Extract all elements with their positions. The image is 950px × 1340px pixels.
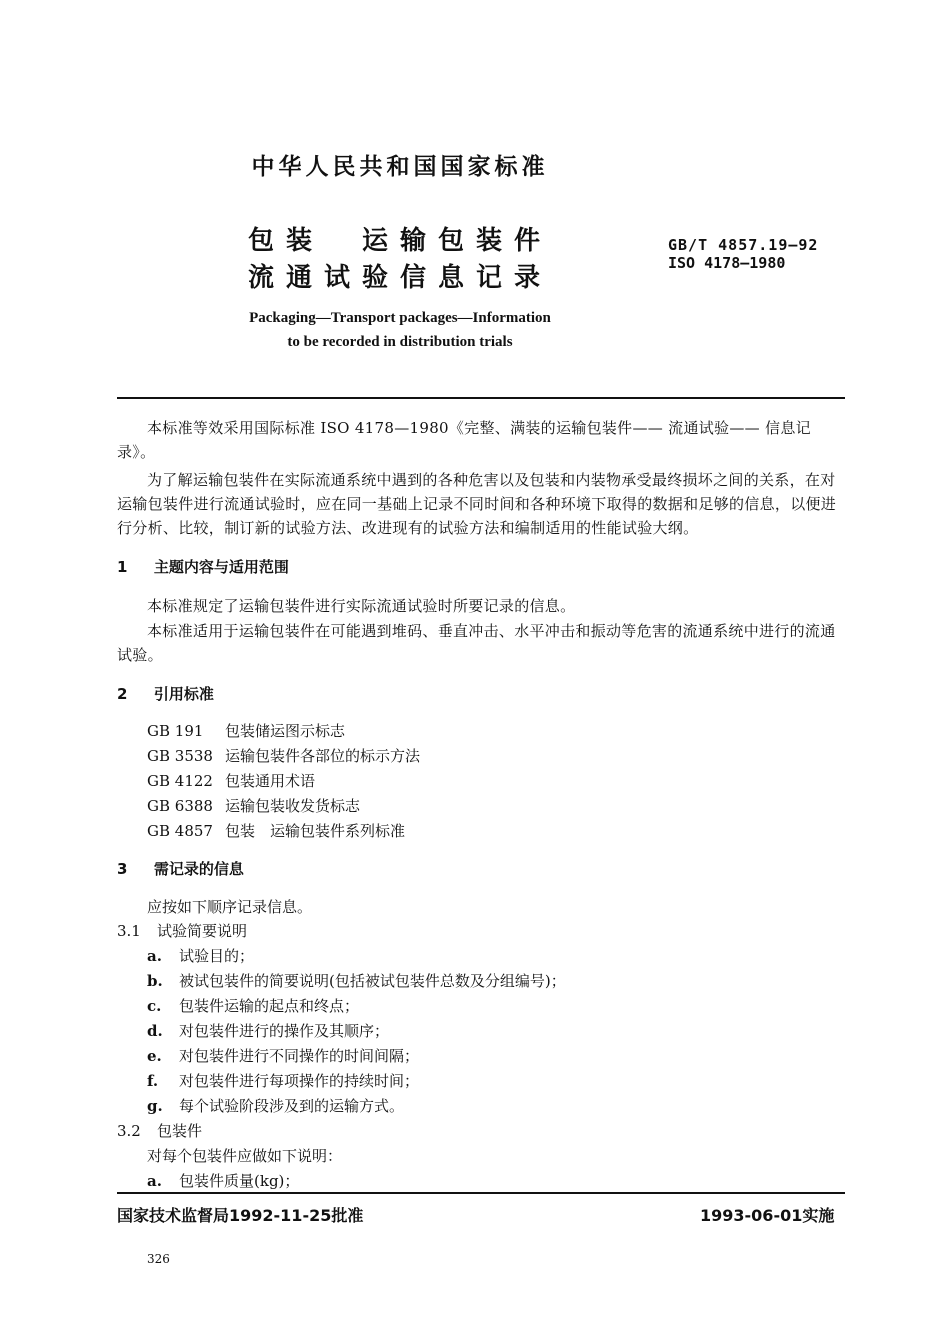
section-1-heading <box>117 556 289 577</box>
list-item <box>147 1020 389 1041</box>
section-number: 2 <box>117 685 128 703</box>
item-marker: d. <box>147 1022 163 1040</box>
approval-date: 国家技术监督局1992-11-25批准 <box>117 1206 364 1225</box>
reference-code: GB 6388 <box>147 797 213 815</box>
reference-title: 包装储运图示标志 <box>225 722 346 740</box>
section-title: 需记录的信息 <box>153 860 244 878</box>
section-title: 引用标准 <box>153 685 214 703</box>
item-text: 试验目的； <box>179 947 255 965</box>
list-item <box>147 970 566 991</box>
reference-title: 包装通用术语 <box>225 772 316 790</box>
subsection-3-1-heading <box>117 920 247 941</box>
list-item <box>147 1045 419 1066</box>
national-standard-heading: 中华人民共和国国家标准 <box>251 154 549 180</box>
footer-divider <box>117 1192 845 1194</box>
item-text: 包装件质量(kg)； <box>179 1172 300 1190</box>
document-title-line2: 流通试验信息记录 <box>247 263 552 293</box>
section-title: 主题内容与适用范围 <box>153 558 289 576</box>
item-marker: f. <box>147 1072 159 1090</box>
reference-title: 运输包装件各部位的标示方法 <box>225 747 421 765</box>
item-marker: g. <box>147 1097 163 1115</box>
reference-item <box>147 795 360 816</box>
section-2-heading <box>117 683 214 704</box>
document-title-line1: 包装 运输包装件 <box>247 226 552 256</box>
section-3-heading <box>117 858 244 879</box>
intro-paragraph-2: 为了解运输包装件在实际流通系统中遇到的各种危害以及包装和内装物承受最终损坏之间的关系，在对运输包装件进行流通试验时，应在同一基础上记录不同时间和各种环境下取得的数据和足够的信息，以便进行分析、比较，制订新的试验方法、改进现有的试验方法和编制适用的性能试验大纲。 <box>117 471 837 537</box>
item-marker: b. <box>147 972 163 990</box>
item-marker: a. <box>147 947 162 965</box>
english-title-line1: Packaging—Transport packages—Information <box>249 310 551 326</box>
subsection-title: 试验简要说明 <box>157 922 248 940</box>
item-text: 被试包装件的简要说明(包括被试包装件总数及分组编号)； <box>179 972 566 990</box>
header-divider <box>117 397 845 399</box>
reference-item <box>147 770 315 791</box>
reference-code: GB 4122 <box>147 772 213 790</box>
section-1-paragraph-1: 本标准规定了运输包装件进行实际流通试验时所要记录的信息。 <box>147 597 576 615</box>
reference-code: GB 191 <box>147 722 204 740</box>
reference-title: 运输包装收发货标志 <box>225 797 361 815</box>
item-marker: a. <box>147 1172 162 1190</box>
item-text: 对包装件进行的操作及其顺序； <box>179 1022 390 1040</box>
item-marker: c. <box>147 997 162 1015</box>
list-item <box>147 1095 404 1116</box>
item-marker: e. <box>147 1047 162 1065</box>
list-item <box>147 1170 299 1191</box>
list-item <box>147 995 359 1016</box>
reference-code: GB 4857 <box>147 822 213 840</box>
subsection-3-2-intro: 对每个包装件应做如下说明： <box>147 1147 343 1165</box>
reference-code: GB 3538 <box>147 747 213 765</box>
subsection-number: 3.1 <box>117 922 141 940</box>
section-number: 3 <box>117 860 128 878</box>
page-number: 326 <box>147 1252 170 1266</box>
list-item <box>147 945 254 966</box>
english-title-line2: to be recorded in distribution trials <box>287 334 513 350</box>
iso-code: ISO 4178—1980 <box>668 254 786 272</box>
item-text: 包装件运输的起点和终点； <box>179 997 360 1015</box>
reference-item <box>147 820 405 841</box>
section-3-intro: 应按如下顺序记录信息。 <box>147 898 313 916</box>
subsection-3-2-heading <box>117 1120 202 1141</box>
intro-paragraph-1: 本标准等效采用国际标准 ISO 4178—1980《完整、满装的运输包装件—— 流通试验—— 信息记录》。 <box>117 419 811 461</box>
subsection-title: 包装件 <box>157 1122 203 1140</box>
section-1-paragraph-2: 本标准适用于运输包装件在可能遇到堆码、垂直冲击、水平冲击和振动等危害的流通系统中进行的流通试验。 <box>117 622 836 664</box>
item-text: 对包装件进行每项操作的持续时间； <box>179 1072 420 1090</box>
reference-item <box>147 745 420 766</box>
section-number: 1 <box>117 558 128 576</box>
item-text: 每个试验阶段涉及到的运输方式。 <box>179 1097 405 1115</box>
standard-code: GB/T 4857.19—92 <box>668 236 819 254</box>
item-text: 对包装件进行不同操作的时间间隔； <box>179 1047 420 1065</box>
reference-title: 包装 运输包装件系列标准 <box>225 822 406 840</box>
subsection-number: 3.2 <box>117 1122 141 1140</box>
reference-item <box>147 720 345 741</box>
effective-date: 1993-06-01实施 <box>700 1206 835 1225</box>
list-item <box>147 1070 419 1091</box>
